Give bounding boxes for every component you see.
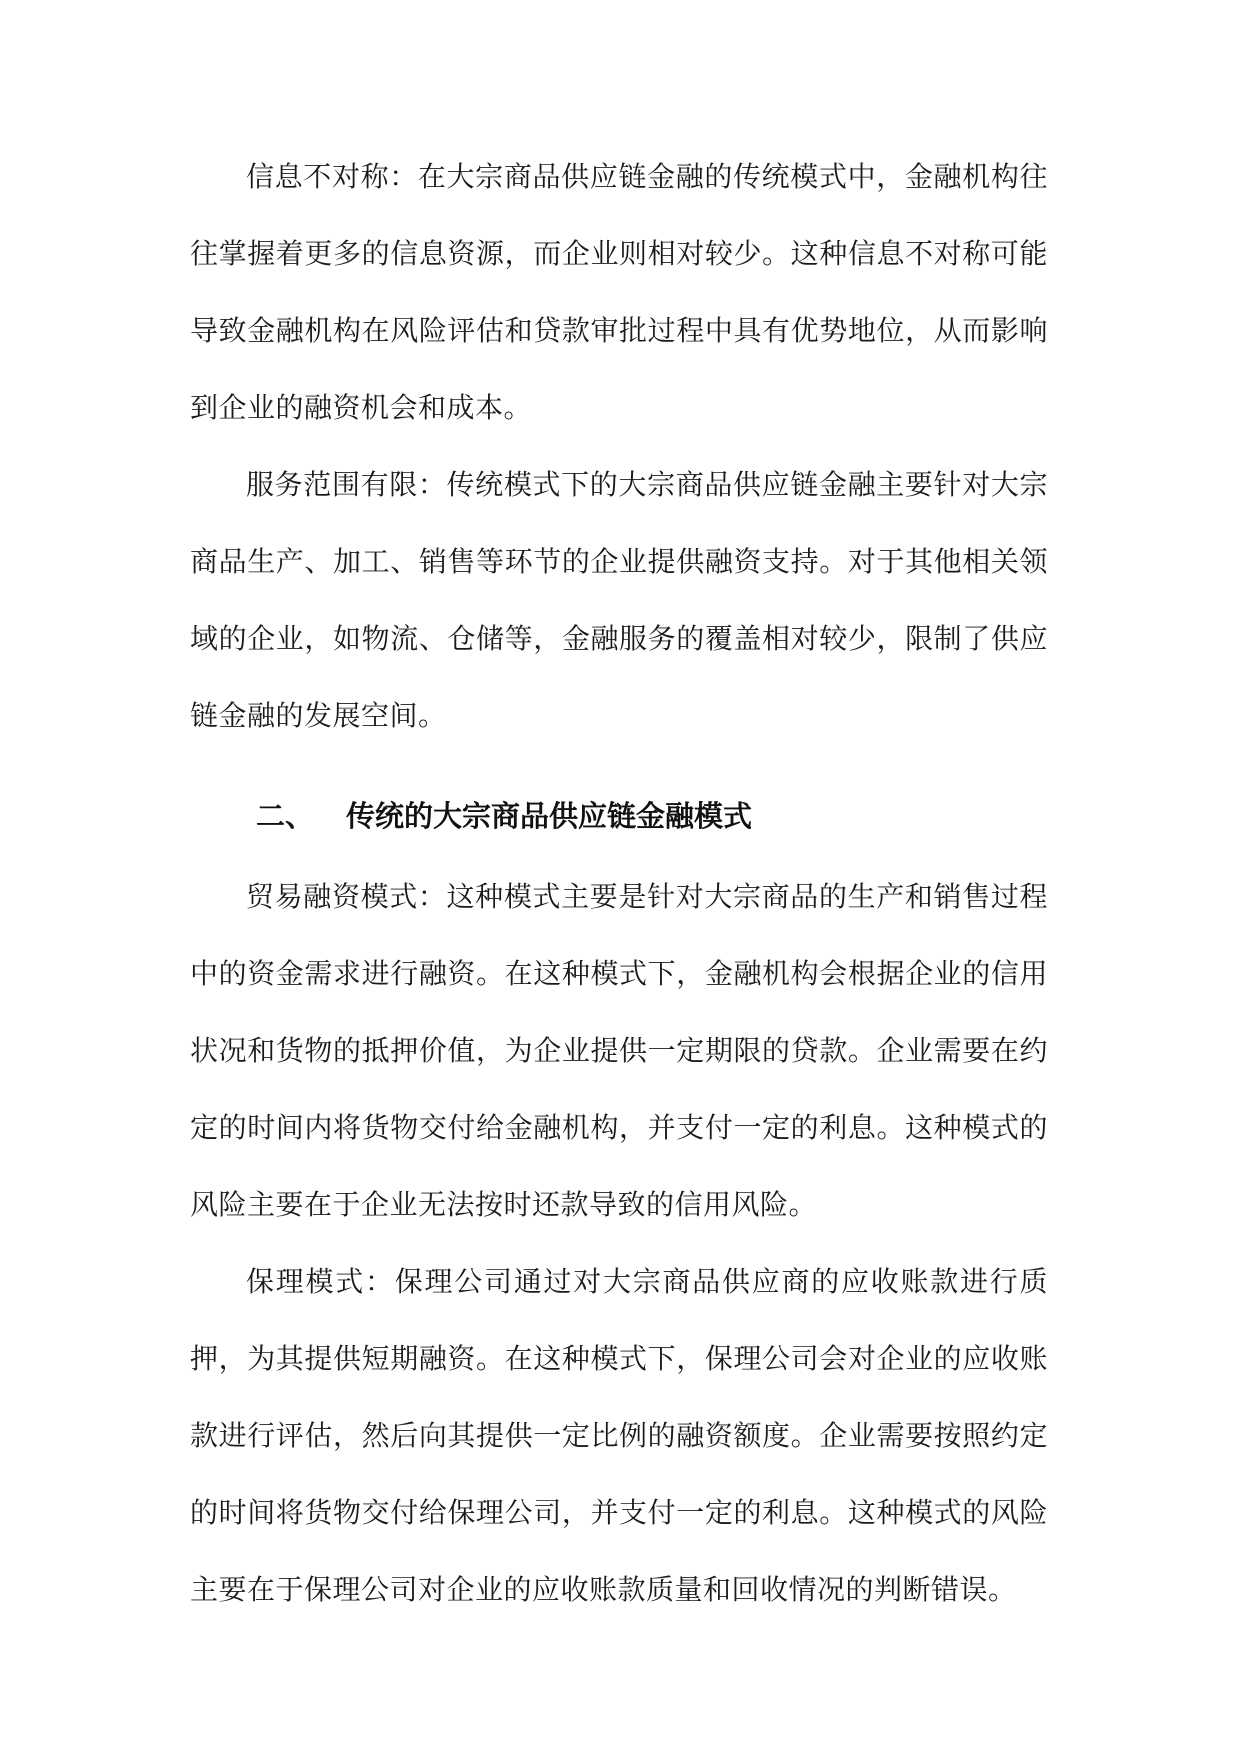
paragraph-information-asymmetry: 信息不对称：在大宗商品供应链金融的传统模式中，金融机构往往掌握着更多的信息资源，而企业则相对较少。这种信息不对称可能导致金融机构在风险评估和贷款审批过程中具有优势地位，从而影响到企业的融资机会和成本。	[190, 160, 1048, 424]
section-title: 传统的大宗商品供应链金融模式	[346, 799, 753, 833]
section-number: 二、	[256, 799, 315, 833]
section-heading	[190, 754, 1048, 858]
paragraph-limited-service-scope: 服务范围有限：传统模式下的大宗商品供应链金融主要针对大宗商品生产、加工、销售等环节的企业提供融资支持。对于其他相关领域的企业，如物流、仓储等，金融服务的覆盖相对较少，限制了供应链金融的发展空间。	[190, 468, 1048, 732]
paragraph-factoring-model: 保理模式：保理公司通过对大宗商品供应商的应收账款进行质押，为其提供短期融资。在这种模式下，保理公司会对企业的应收账款进行评估，然后向其提供一定比例的融资额度。企业需要按照约定的时间将货物交付给保理公司，并支付一定的利息。这种模式的风险主要在于保理公司对企业的应收账款质量和回收情况的判断错误。	[190, 1265, 1048, 1606]
paragraph-trade-financing-model: 贸易融资模式：这种模式主要是针对大宗商品的生产和销售过程中的资金需求进行融资。在这种模式下，金融机构会根据企业的信用状况和货物的抵押价值，为企业提供一定期限的贷款。企业需要在约定的时间内将货物交付给金融机构，并支付一定的利息。这种模式的风险主要在于企业无法按时还款导致的信用风险。	[190, 880, 1048, 1221]
document-body	[190, 138, 1048, 1628]
